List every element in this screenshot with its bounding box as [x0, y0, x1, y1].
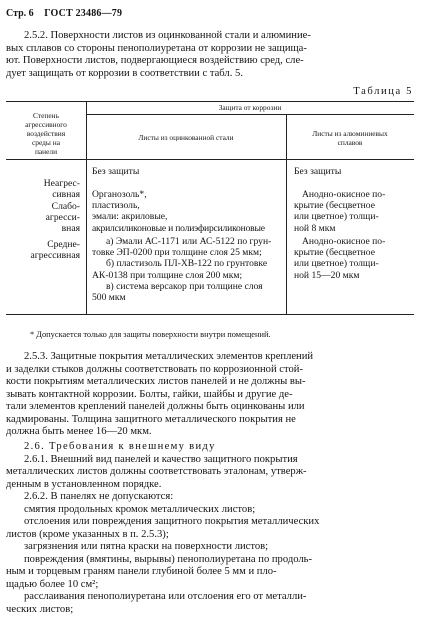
degree-line: вная — [61, 223, 80, 235]
header-line: панели — [34, 147, 58, 156]
aluminum-medium — [294, 236, 385, 281]
steel-line: эмали: акриловые, — [92, 211, 168, 223]
steel-line: товке ЭП-0200 при толщине слоя 25 мкм; — [92, 247, 262, 259]
header-line: Листы из алюминиевых — [312, 129, 388, 138]
degree-line: агрессивная — [30, 250, 80, 262]
list-item: листов (кроме указанных в п. 2.5.3); — [6, 528, 169, 540]
text-line: 2.5.3. Защитные покрытия металлических элементов креплений — [24, 351, 314, 362]
table-bottom-rule — [6, 314, 414, 315]
text-line: дует защищать от коррозии в соответствии с табл. 5. — [6, 67, 243, 79]
degree-nonaggressive — [6, 178, 80, 200]
text-line: кадмированы. Толщина защитного металлического покрытия не — [6, 413, 296, 425]
list-item: загрязнения или пятна краски на поверхности листов; — [24, 541, 269, 552]
aluminum-line: или цветное) толщи- — [294, 258, 379, 270]
steel-weak — [92, 189, 265, 234]
section-2-6 — [6, 441, 410, 616]
steel-medium — [92, 236, 271, 303]
table-header-rule — [6, 159, 414, 160]
list-item: ческих листов; — [6, 603, 74, 615]
header-line: среды на — [32, 138, 60, 147]
degree-line: сивная — [52, 189, 80, 201]
degree-line: Слабо- — [51, 201, 80, 212]
steel-line: в) система версакор при толщине слоя — [106, 280, 263, 292]
list-item: смятия продольных кромок металлических листов; — [24, 503, 256, 515]
section-heading: 2.6. Требования к внешнему виду — [24, 441, 216, 452]
text-line: тали элементов креплений панелей должны быть оцинкованы или — [6, 401, 305, 412]
paragraph-2-5-2 — [6, 30, 410, 80]
text-line: 2.6.2. В панелях не допускаются: — [24, 491, 174, 502]
steel-line: акрилсиликоновые и полиэфирсиликоновые — [92, 222, 265, 234]
degree-line: Неагрес- — [43, 178, 80, 189]
aluminum-line: крытие (бесцветное — [294, 200, 375, 212]
text-line: 2.6.1. Внешний вид панелей и качество защитного покрытия — [24, 453, 298, 465]
steel-line: а) Эмали АС-1171 или АС-5122 по грун- — [106, 236, 272, 247]
table-header-steel: Листы из оцинкованной стали — [138, 133, 234, 142]
aluminum-line: или цветное) толщи- — [294, 211, 379, 223]
header-line: сплавов — [337, 138, 363, 147]
steel-line: б) пластизоль ПЛ-ХВ-122 по грунтовке — [106, 258, 268, 270]
text-line: металлических листов должны соответствовать эталонам, утверж- — [6, 466, 307, 477]
list-item: ным и торцевым граням панели глубиной более 5 мм и пло- — [6, 566, 277, 577]
text-line: кости покрытиям металлических листов панелей и не должны вы- — [6, 376, 306, 387]
text-line: вых сплавов со стороны пенополиуретана от коррозии не защища- — [6, 42, 307, 54]
list-item: повреждения (вмятины, вырывы) пенополиуретана по продоль- — [24, 553, 313, 565]
header-line: Степень — [33, 111, 59, 120]
header-line: агрессивного — [25, 120, 67, 129]
header-line: воздействия — [26, 129, 66, 138]
table-5 — [6, 101, 414, 315]
degree-medium — [6, 239, 80, 261]
degree-line: Средне- — [47, 239, 80, 250]
aluminum-line: крытие (бесцветное — [294, 247, 375, 259]
degree-line: агресси- — [45, 212, 80, 224]
list-item: отслоения или повреждения защитного покрытия металлических — [24, 516, 320, 527]
aluminum-weak — [294, 189, 385, 234]
text-line: 2.5.2. Поверхности листов из оцинкованной стали и алюминие- — [24, 30, 311, 41]
steel-nonaggressive: Без защиты — [92, 166, 140, 177]
aluminum-line: Анодно-окисное по- — [302, 189, 386, 200]
table-header-aluminum — [286, 129, 414, 147]
table-label: Таблица 5 — [353, 86, 413, 97]
standard-code: ГОСТ 23486—79 — [44, 8, 123, 19]
text-line: должна быть менее 16—20 мкм. — [6, 426, 152, 437]
table-footnote: * Допускается только для защиты поверхности внутри помещений. — [30, 330, 271, 339]
paragraph-2-5-3 — [6, 351, 410, 439]
list-item: расслаивания пенополиуретана или отслоения его от металли- — [24, 591, 307, 602]
steel-line: АК-0138 при толщине слоя 200 мкм; — [92, 269, 243, 281]
steel-line: пластизоль, — [92, 200, 140, 212]
aluminum-line: ной 15—20 мкм — [294, 269, 360, 281]
table-top-rule — [6, 101, 414, 102]
table-header-group: Защита от коррозии — [218, 103, 282, 112]
page-header — [6, 8, 122, 19]
list-item: щадью более 10 см²; — [6, 578, 99, 590]
text-line: зывать контактной коррозии. Болты, гайки, шайбы и другие де- — [6, 388, 293, 400]
steel-line: Органозоль*, — [92, 189, 147, 200]
steel-line: 500 мкм — [92, 292, 126, 304]
page-number: Стр. 6 — [6, 8, 34, 19]
table-header-degree — [6, 111, 86, 156]
degree-weak — [6, 201, 80, 235]
aluminum-line: ной 8 мкм — [294, 222, 336, 234]
text-line: денным в установленном порядке. — [6, 478, 162, 490]
text-line: ют. Поверхности листов, подвергающиеся воздействию сред, сле- — [6, 55, 304, 66]
text-line: и заделки стыков должны соответствовать по коррозионной стой- — [6, 363, 303, 375]
aluminum-nonaggressive: Без защиты — [294, 166, 342, 177]
aluminum-line: Анодно-окисное по- — [302, 236, 386, 247]
table-group-rule — [86, 114, 414, 115]
